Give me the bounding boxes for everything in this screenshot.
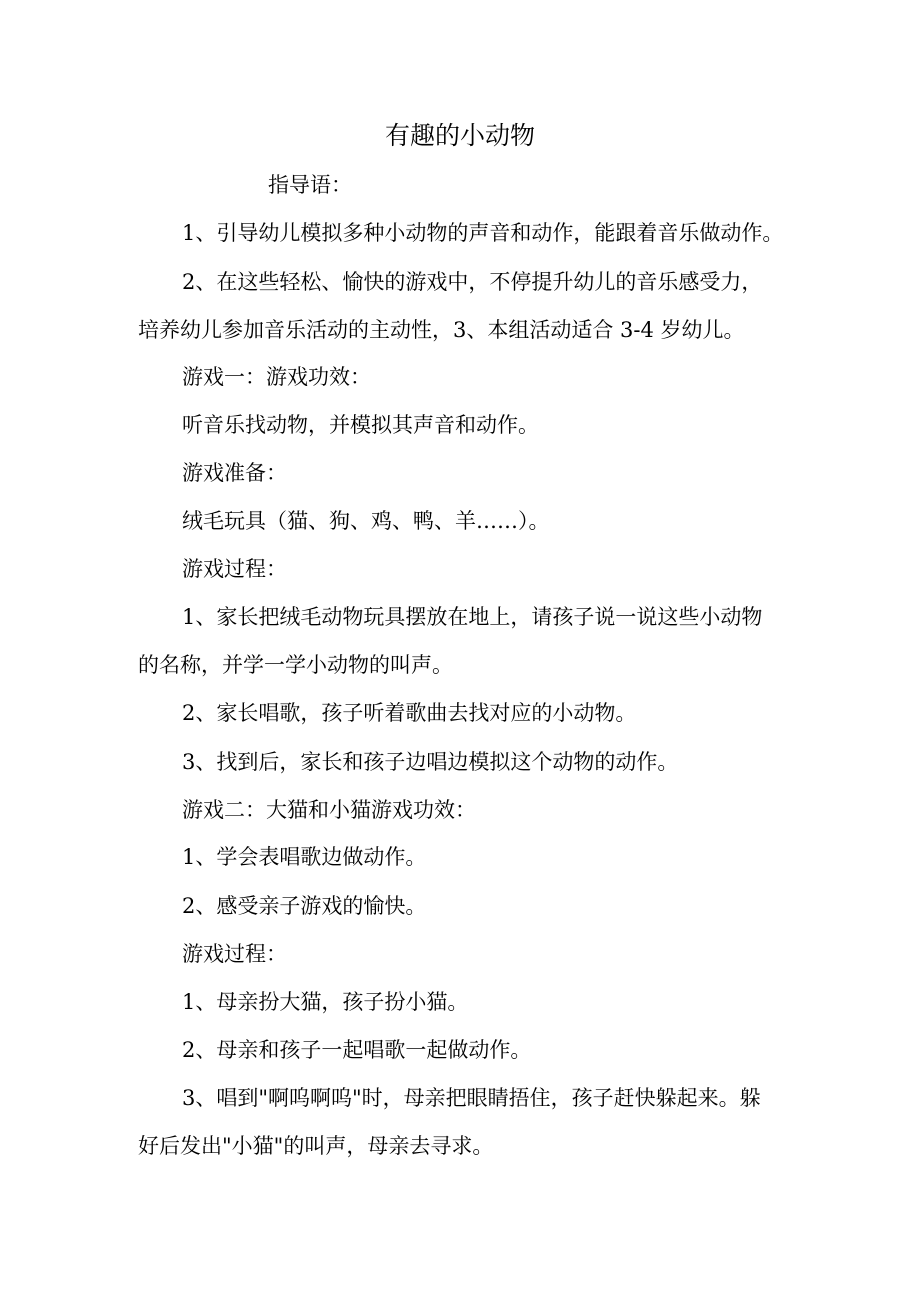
paragraph-line: 2、在这些轻松、愉快的游戏中，不停提升幼儿的音乐感受力， [182, 270, 763, 294]
paragraph-line: 游戏过程： [182, 942, 287, 966]
paragraph-line: 绒毛玩具（猫、狗、鸡、鸭、羊……）。 [182, 509, 550, 533]
paragraph-line: 3、唱到"啊呜啊呜"时，母亲把眼睛捂住，孩子赶快躲起来。躲 [182, 1086, 761, 1110]
paragraph-line: 1、家长把绒毛动物玩具摆放在地上，请孩子说一说这些小动物 [182, 605, 763, 629]
paragraph-line: 好后发出"小猫"的叫声，母亲去寻求。 [138, 1134, 494, 1158]
paragraph-line: 游戏过程： [182, 557, 287, 581]
paragraph-line: 2、感受亲子游戏的愉快。 [182, 894, 427, 918]
paragraph-line: 的名称，并学一学小动物的叫声。 [138, 653, 453, 677]
paragraph-line: 听音乐找动物，并模拟其声音和动作。 [182, 413, 539, 437]
paragraph-line: 游戏二：大猫和小猫游戏功效： [182, 798, 476, 822]
document-title: 有趣的小动物 [384, 121, 535, 150]
paragraph-line: 1、学会表唱歌边做动作。 [182, 845, 427, 869]
paragraph-line: 游戏准备： [182, 461, 287, 485]
paragraph-line: 培养幼儿参加音乐活动的主动性，3、本组活动适合 3-4 岁幼儿。 [138, 318, 745, 342]
paragraph-line: 2、家长唱歌，孩子听着歌曲去找对应的小动物。 [182, 701, 637, 725]
paragraph-line: 3、找到后，家长和孩子边唱边模拟这个动物的动作。 [182, 750, 679, 774]
paragraph-line: 游戏一：游戏功效： [182, 365, 371, 389]
paragraph-line: 1、引导幼儿模拟多种小动物的声音和动作，能跟着音乐做动作。 [182, 221, 784, 245]
paragraph-line: 1、母亲扮大猫，孩子扮小猫。 [182, 990, 469, 1014]
paragraph-line: 2、母亲和孩子一起唱歌一起做动作。 [182, 1038, 532, 1062]
paragraph-line: 指导语： [268, 173, 352, 197]
